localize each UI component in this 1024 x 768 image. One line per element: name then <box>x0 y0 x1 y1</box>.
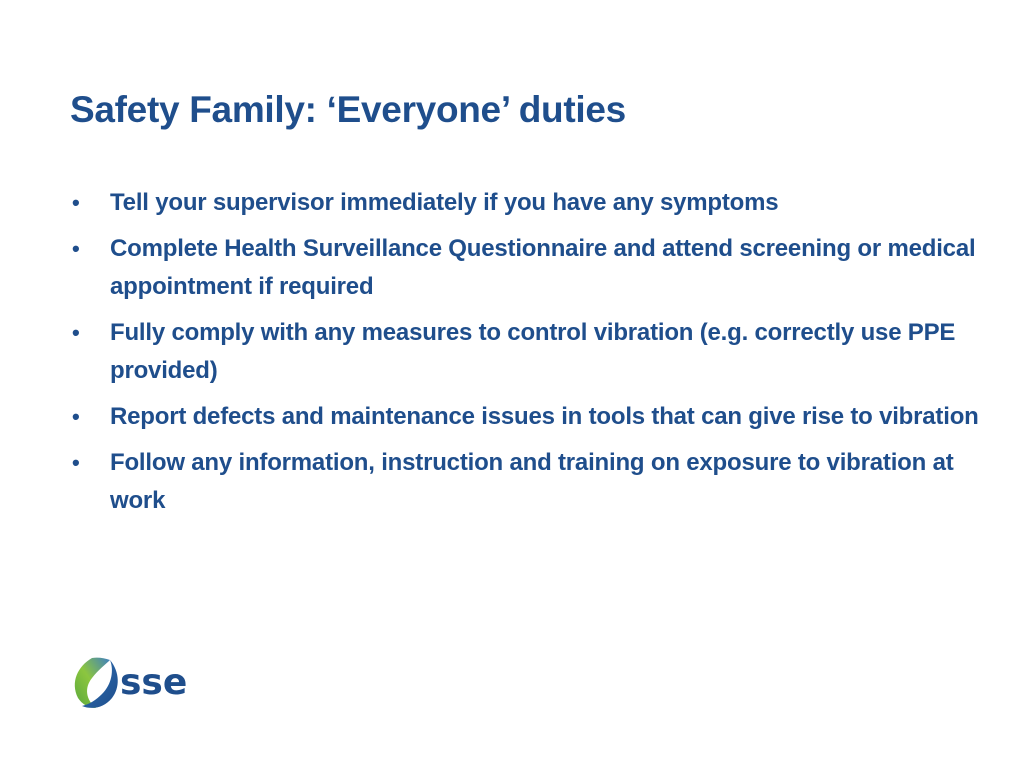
bullet-text: Tell your supervisor immediately if you have any symptoms <box>110 189 779 216</box>
sse-swirl-icon <box>70 654 190 712</box>
bullet-item <box>70 184 985 222</box>
bullet-dot-icon: • <box>72 190 80 215</box>
bullet-dot-icon: • <box>72 320 80 345</box>
bullet-item <box>70 398 985 436</box>
bullet-item <box>70 444 985 520</box>
sse-logo <box>70 654 190 712</box>
bullet-text: Fully comply with any measures to control vibration (e.g. correctly use PPE provided) <box>110 319 956 384</box>
bullet-list <box>70 184 985 528</box>
bullet-dot-icon: • <box>72 450 80 475</box>
bullet-text: Complete Health Surveillance Questionnaire and attend screening or medical appointment if required <box>110 235 976 300</box>
bullet-dot-icon: • <box>72 236 80 261</box>
bullet-item <box>70 314 985 390</box>
bullet-item <box>70 230 985 306</box>
bullet-dot-icon: • <box>72 404 80 429</box>
bullet-text: Follow any information, instruction and training on exposure to vibration at work <box>110 449 954 514</box>
slide-title: Safety Family: ‘Everyone’ duties <box>70 89 626 130</box>
logo-text: sse <box>120 662 188 703</box>
bullet-text: Report defects and maintenance issues in tools that can give rise to vibration <box>110 403 979 430</box>
